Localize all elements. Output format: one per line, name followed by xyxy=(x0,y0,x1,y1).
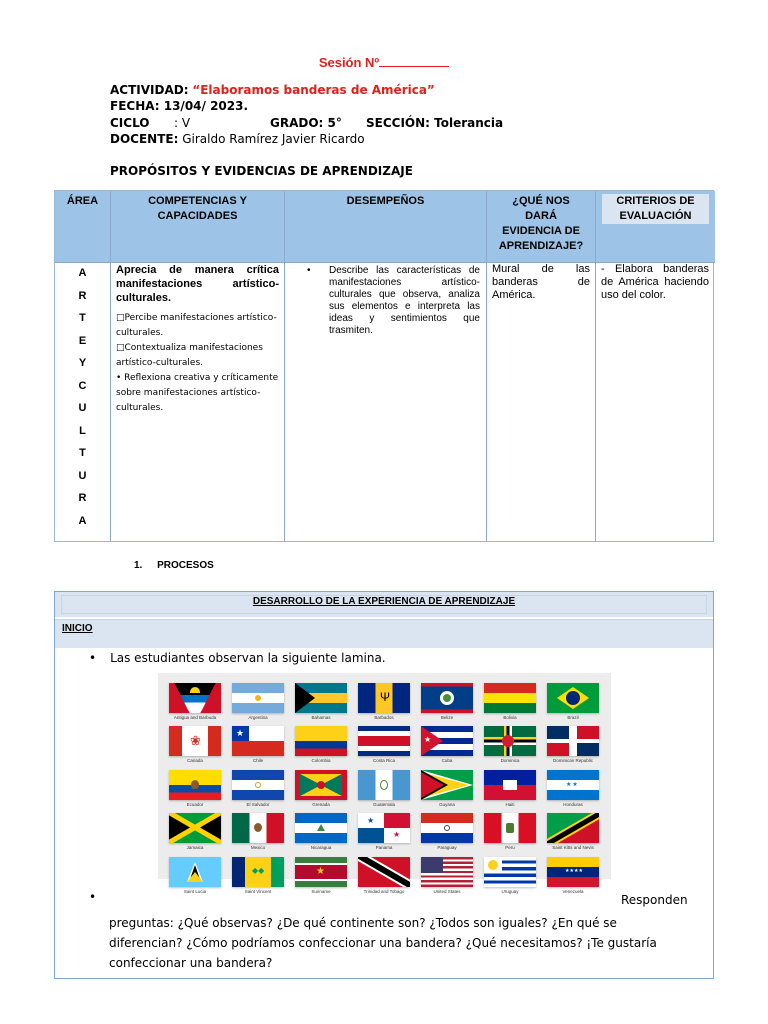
flag-item xyxy=(421,683,473,720)
flag-label: Bahamas xyxy=(311,715,331,720)
area-letter: T xyxy=(79,312,86,324)
flag-item xyxy=(421,770,473,807)
flag-item xyxy=(547,683,599,720)
flag-label: Brazil xyxy=(567,715,579,720)
flag-icon xyxy=(295,770,347,800)
desarrollo-header-band xyxy=(55,592,713,617)
flag-item xyxy=(295,726,347,763)
flag-icon: Ψ xyxy=(358,683,410,713)
flag-item xyxy=(358,726,410,763)
flag-label: Belize xyxy=(440,715,454,720)
bullet-observan-text: Las estudiantes observan la siguiente lamina. xyxy=(110,651,386,665)
flag-icon xyxy=(169,813,221,843)
flag-icon xyxy=(169,683,221,713)
flag-item xyxy=(295,770,347,807)
flag-item xyxy=(484,726,536,763)
capacidad-item: □Contextualiza manifestaciones artístico-culturales. xyxy=(116,343,263,368)
capacidades-list xyxy=(116,311,279,416)
capacidad-item: □Percibe manifestaciones artístico-culturales. xyxy=(116,313,277,338)
header-criterios xyxy=(596,191,715,262)
flag-label: Haiti xyxy=(505,802,515,807)
area-letter: A xyxy=(78,267,87,279)
actividad-label: ACTIVIDAD: xyxy=(110,83,189,97)
flag-icon xyxy=(547,813,599,843)
flag-item xyxy=(295,857,347,894)
session-label: Sesión Nº xyxy=(318,55,380,70)
inicio-band xyxy=(55,619,713,648)
flag-item xyxy=(484,813,536,850)
flag-item xyxy=(547,726,599,763)
flag-item xyxy=(295,813,347,850)
flag-label: Saint Vincent xyxy=(244,889,272,894)
seccion-text: SECCIÓN: Tolerancia xyxy=(366,116,504,130)
header-area: ÁREA xyxy=(55,191,111,262)
flag-label: Panama xyxy=(375,845,393,850)
flag-label: Suriname xyxy=(311,889,331,894)
flag-label: Barbados xyxy=(374,715,394,720)
area-letter: R xyxy=(78,289,87,302)
procesos-number: 1. xyxy=(134,560,143,571)
competencia-title: Aprecia de manera crítica manifestaciones artístico-culturales. xyxy=(116,264,279,304)
flag-icon xyxy=(169,857,221,887)
area-letter: L xyxy=(79,424,86,437)
flag-item xyxy=(232,770,284,807)
area-letter: Y xyxy=(78,357,87,369)
flag-icon xyxy=(484,813,536,843)
header-competencias: COMPETENCIAS Y CAPACIDADES xyxy=(111,191,285,262)
flag-icon xyxy=(358,726,410,756)
header-desempenos: DESEMPEÑOS xyxy=(285,191,487,262)
flag-label: Peru xyxy=(505,845,515,850)
flag-icon xyxy=(295,726,347,756)
propositos-table xyxy=(54,190,714,542)
area-letters xyxy=(60,266,105,536)
flag-icon: ★ xyxy=(421,726,473,756)
flag-item xyxy=(232,683,284,720)
flag-icon xyxy=(232,770,284,800)
ciclo-value: : V xyxy=(174,116,191,130)
flag-label: Canada xyxy=(187,758,203,763)
flag-label: Colombia xyxy=(311,758,331,763)
desempeno-item xyxy=(307,265,480,337)
flag-label: United States xyxy=(433,889,461,894)
flag-icon xyxy=(484,726,536,756)
flag-label: Grenada xyxy=(312,802,330,807)
criterios-cell: - Elabora banderas de América haciendo uso del color. xyxy=(596,262,715,541)
flag-item xyxy=(547,770,599,807)
flag-label: Ecuador xyxy=(186,802,204,807)
area-letter: R xyxy=(78,492,87,504)
preguntas-text: preguntas: ¿Qué observas? ¿De qué continente son? ¿Todos son iguales? ¿En qué se diferencian? ¿Cómo podríamos confeccionar una bandera? ¿Qué necesitamos? ¡Te gustaría confeccionar una bandera? xyxy=(109,916,657,970)
flag-label: Saint Lucia xyxy=(183,889,207,894)
flag-label: Chile xyxy=(252,758,264,763)
flag-label: Uruguay xyxy=(501,889,519,894)
docente-label: DOCENTE: xyxy=(110,132,179,146)
flag-item xyxy=(232,813,284,850)
area-letter: T xyxy=(79,447,86,459)
flag-icon: ★★★★ xyxy=(547,857,599,887)
flag-item xyxy=(169,857,221,894)
desempeno-text: Describe las características de manifestaciones artístico-culturales que observa, analiza sus elementos e interpreta las ideas y sentimientos que trasmiten. xyxy=(329,265,480,336)
flag-item xyxy=(421,726,473,763)
evidencia-cell: Mural de las banderas de América. xyxy=(487,262,596,541)
flag-icon xyxy=(295,813,347,843)
flag-icon xyxy=(232,813,284,843)
flag-icon xyxy=(421,683,473,713)
flag-item xyxy=(421,813,473,850)
flag-icon: ◆◆ xyxy=(232,857,284,887)
flag-icon xyxy=(358,770,410,800)
fecha-text: FECHA: 13/04/ 2023. xyxy=(110,99,249,113)
inicio-label: INICIO xyxy=(62,623,93,634)
procesos-label: PROCESOS xyxy=(157,560,214,571)
flag-item xyxy=(358,857,410,894)
bullet-dot: • xyxy=(307,265,311,276)
flag-label: Guyana xyxy=(439,802,455,807)
flag-label: Trinidad and Tobago xyxy=(363,889,405,894)
session-blank-line xyxy=(379,55,449,67)
flag-label: Antigua and Barbuda xyxy=(173,715,217,720)
docente-value: Giraldo Ramírez Javier Ricardo xyxy=(182,132,365,146)
flag-icon xyxy=(421,857,473,887)
flag-item xyxy=(232,857,284,894)
flag-label: Dominican Republic xyxy=(552,758,594,763)
flag-icon xyxy=(421,813,473,843)
flag-icon: ★ xyxy=(295,857,347,887)
flag-icon: ★★ xyxy=(547,770,599,800)
flag-label: Nicaragua xyxy=(310,845,332,850)
bullet-dot: • xyxy=(89,651,97,665)
grado-text: GRADO: 5° xyxy=(270,116,342,130)
actividad-line xyxy=(110,82,435,98)
flag-item xyxy=(484,683,536,720)
bullet-observan xyxy=(89,651,386,665)
propositos-title: PROPÓSITOS Y EVIDENCIAS DE APRENDIZAJE xyxy=(110,164,413,178)
flag-item xyxy=(169,726,221,763)
flag-icon: ★ ★ xyxy=(358,813,410,843)
desarrollo-title: DESARROLLO DE LA EXPERIENCIA DE APRENDIZAJE xyxy=(252,596,516,607)
area-letter: U xyxy=(78,469,87,482)
flag-icon xyxy=(547,726,599,756)
flag-item xyxy=(169,770,221,807)
flag-item xyxy=(547,813,599,850)
docente-line xyxy=(110,131,365,147)
session-title xyxy=(0,55,768,70)
flag-label: Argentina xyxy=(248,715,268,720)
flag-item xyxy=(169,813,221,850)
flag-icon: ❀ xyxy=(169,726,221,756)
flag-item xyxy=(232,726,284,763)
flags-of-america-image xyxy=(158,673,611,894)
flag-item xyxy=(421,857,473,894)
flag-icon: ★ xyxy=(232,726,284,756)
flag-label: Bolivia xyxy=(503,715,517,720)
flag-item xyxy=(484,770,536,807)
ciclo-line xyxy=(110,115,610,131)
bullet-responden-dot: • xyxy=(89,890,97,904)
header-evidencia: ¿QUÉ NOS DARÁ EVIDENCIA DE APRENDIZAJE? xyxy=(487,191,596,262)
flag-label: Cuba xyxy=(441,758,453,763)
procesos-heading xyxy=(134,560,214,571)
flag-item xyxy=(358,683,410,720)
area-letter: C xyxy=(78,379,87,392)
area-cell xyxy=(55,262,111,541)
flag-label: Venezuela xyxy=(562,889,584,894)
flag-icon xyxy=(484,683,536,713)
flag-icon xyxy=(295,683,347,713)
capacidad-item: • Reflexiona creativa y críticamente sobre manifestaciones artístico-culturales. xyxy=(116,373,279,413)
flag-icon xyxy=(169,770,221,800)
flag-item xyxy=(484,857,536,894)
flag-label: Costa Rica xyxy=(372,758,395,763)
flag-label: El Salvador xyxy=(246,802,270,807)
flag-icon xyxy=(484,857,536,887)
flag-label: Paraguay xyxy=(437,845,457,850)
flag-label: Honduras xyxy=(563,802,583,807)
flag-icon xyxy=(421,770,473,800)
flag-label: Jamaica xyxy=(186,845,204,850)
area-letter: E xyxy=(78,334,87,347)
ciclo-label: CICLO xyxy=(110,116,150,130)
flag-icon xyxy=(232,683,284,713)
flag-item xyxy=(358,813,410,850)
desempenos-cell xyxy=(285,262,487,541)
flag-item xyxy=(547,857,599,894)
flag-icon xyxy=(484,770,536,800)
responden-text: Responden xyxy=(621,893,688,907)
area-letter: U xyxy=(78,402,87,414)
flag-icon xyxy=(547,683,599,713)
flag-label: Saint Kitts and Nevis xyxy=(552,845,594,850)
flag-item xyxy=(358,770,410,807)
area-letter: A xyxy=(78,514,87,527)
header-criterios-label: CRITERIOS DE EVALUACIÓN xyxy=(602,194,709,224)
flag-item xyxy=(295,683,347,720)
actividad-value: “Elaboramos banderas de América” xyxy=(192,83,435,97)
competencias-cell xyxy=(111,262,285,541)
flag-label: Guatemala xyxy=(372,802,395,807)
flag-item xyxy=(169,683,221,720)
flag-label: Dominica xyxy=(500,758,520,763)
flag-icon xyxy=(358,857,410,887)
flag-label: Mexico xyxy=(250,845,266,850)
fecha-line xyxy=(110,98,248,114)
